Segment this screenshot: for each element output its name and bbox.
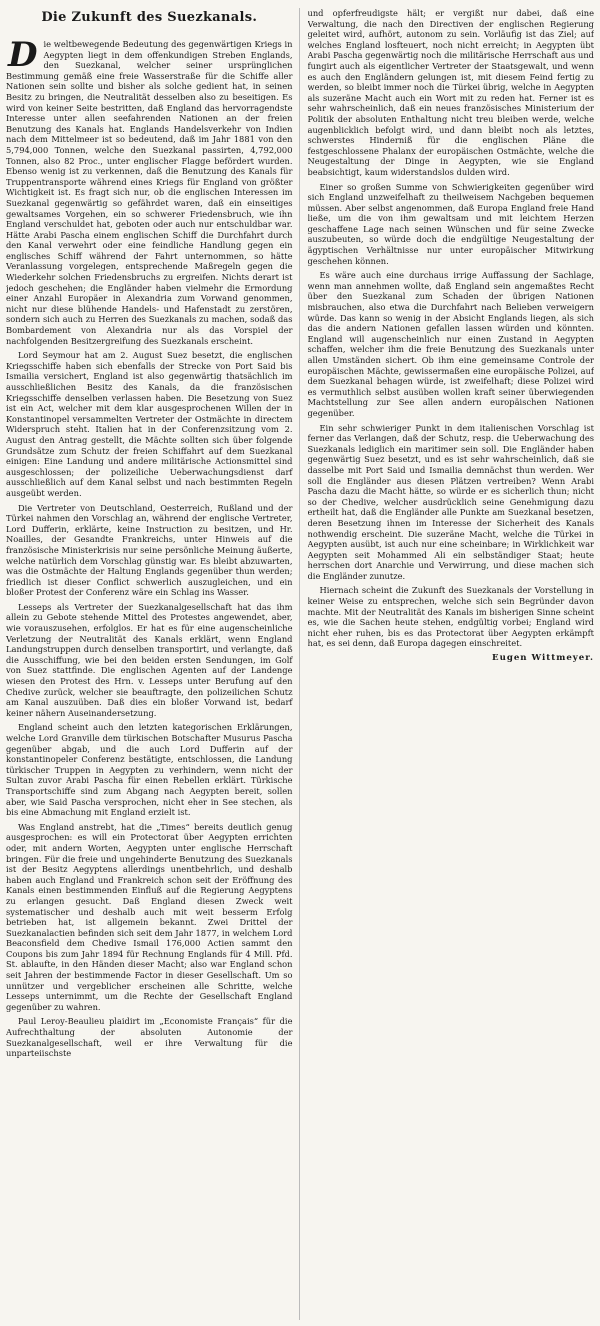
paragraph-4: Lesseps als Vertreter der Suezkanalgesellschaft hat das ihm allein zu Gebote stehende Mittel des Protestes angewendet, aber, wie vorauszusehen, erfolglos. Er hat es für eine augenscheinliche Verletzung der Neutralität des Kanals erklärt, wenn England Landungstruppen durch denselben transportirt, und verlangte, daß die Ausschiffung, wie bei den beiden ersten Sendungen, im Golf von Suez stattfinde. Die englischen Agenten auf der Landenge wiesen den Protest des Hrn. v. Lesseps unter Berufung auf den Chedive zurück, welcher sie beauftragte, den polizeilichen Schutz am Kanal auszuüben. Daß dies ein bloßer Vorwand ist, bedarf keiner nähern Auseinandersetzung. xyxy=(6,601,293,718)
author-signature: Eugen Wittmeyer. xyxy=(492,653,594,664)
paragraph-1 xyxy=(6,35,293,346)
paragraph-10: Es wäre auch eine durchaus irrige Auffassung der Sachlage, wenn man annehmen wollte, daß England sein angemaßtes Recht über den Suezkanal zum Schaden der übrigen Nationen misbrauchen, also etwa die Durchfahrt nach Belieben verweigern würde. Das kann so wenig in der Absicht Englands liegen, als sich das die andern Nationen gefallen lassen würden und könnten. England will augenscheinlich nur einen Zustand in Aegypten schaffen, welcher ihm die freie Benutzung des Suezkanals unter allen Umständen sichert. Ob ihm eine gemeinsame Controle der europäischen Mächte, gewissermaßen eine europäische Polizei, auf dem Suezkanal behagen würde, ist zweifelhaft; diese Polizei wird es vermuthlich selbst ausüben wollen kraft seiner überwiegenden Machtstellung zur See allen andern europäischen Nationen gegenüber. xyxy=(307,270,594,418)
paragraph-8: und opferfreudigste hält; er vergißt nur dabei, daß eine Verwaltung, die nach den Directiven der englischen Regierung geleitet wird, aufhört, autonom zu sein. Vorläufig ist das Ziel; auf welches England losfteuert, noch nicht erreicht; in Aegypten übt Arabi Pascha gegenwärtig noch die militärische Herrschaft aus und fungirt auch als eigentlicher Vertreter der Staatsgewalt, und wenn es auch den Engländern gelungen ist, mit diesem Feind fertig zu werden, so bleibt immer noch die Türkei übrig, welche in Aegypten als suzeräne Macht auch ein Wort mit zu reden hat. Ferner ist es sehr wahrscheinlich, daß ein neues französisches Ministerium der Politik der absoluten Enthaltung nicht treu bleiben werde, welche augenblicklich befolgt wird, und dann bleibt noch als letztes, schwerstes Hinderniß für die englischen Pläne die festgeschlossene Phalanx der europäischen Ostmächte, welche die Neugestaltung der Dinge in Aegypten, wie sie England beabsichtigt, kaum widerstandslos dulden wird. xyxy=(307,8,594,177)
article-columns xyxy=(6,8,594,1326)
paragraph-9: Einer so großen Summe von Schwierigkeiten gegenüber wird sich England unzweifelhaft zu theilweisem Nachgeben bequemen müssen. Aber selbst angenommen, daß Europa England freie Hand ließe, um die von ihm gewaltsam und mit leichtem Herzen geschaffene Lage nach seinen Wünschen und für seine Zwecke auszubeuten, so würde doch die endgültige Neugestaltung der ägyptischen Verhältnisse nur unter europäischer Mitwirkung geschehen können. xyxy=(307,181,594,266)
paragraph-7: Paul Leroy-Beaulieu plaidirt im „Economiste Français“ für die Aufrechthaltung der absoluten Autonomie der Suezkanalgesellschaft, weil er ihre Verwaltung für die unparteiischste xyxy=(6,1016,293,1059)
paragraph-11: Ein sehr schwieriger Punkt in dem italienischen Vorschlag ist ferner das Verlangen, daß der Schutz, resp. die Ueberwachung des Suezkanals lediglich ein maritimer sein soll. Die Engländer haben gegenwärtig Suez besetzt, und es ist sehr wahrscheinlich, daß sie dasselbe mit Port Said und Ismailia demnächst thun werden. Wer soll die Engländer aus diesen Plätzen vertreiben? Wenn Arabi Pascha dazu die Macht hätte, so würde er es sicherlich thun; nicht so der Chedive, welcher ausdrücklich seine Genehmigung dazu ertheilt hat, daß die Engländer alle Punkte am Suezkanal besetzen, deren Besetzung ihnen im Interesse der Sicherheit des Kanals nothwendig erscheint. Die suzeräne Macht, welche die Türkei in Aegypten ausübt, ist auch nur eine scheinbare; in Wirklichkeit war Aegypten seit Mohammed Ali ein selbständiger Staat; heute herrschen dort Anarchie und Verwirrung, und diese machen sich die Engländer zunutze. xyxy=(307,422,594,581)
right-column xyxy=(308,8,595,1320)
paragraph-1-text: ie weltbewegende Bedeutung des gegenwärtigen Kriegs in Aegypten liegt in dem offenkundigen Streben Englands, den Suezkanal, welcher seiner ursprünglichen Bestimmung gemäß eine freie Wasserstraße für die Schiffe aller Nationen sein sollte und bisher als solche gedient hat, in seinen Besitz zu bringen, die Neutralität desselben also zu beseitigen. Es wird von keiner Seite bestritten, daß England das hervorragendste Interesse unter allen seefahrenden Nationen an der freien Benutzung des Kanals hat. Englands Handelsverkehr von Indien nach dem Mittelmeer ist so bedeutend, daß im Jahr 1881 von den 5,794,000 Tonnen, welche den Suezkanal passirten, 4,792,000 Tonnen, also 82 Proc., unter englischer Flagge befördert wurden. Ebenso wenig ist zu verkennen, daß die Benutzung des Kanals für Truppentransporte während eines Kriegs für England von größter Wichtigkeit ist. Es fragt sich nur, ob die englischen Interessen im Suezkanal gegenwärtig so gefährdet waren, daß ein einseitiges gewaltsames Vorgehen, ein so schwerer Friedensbruch, wie ihn England verschuldet hat, geboten oder auch nur entschuldbar war. Hätte Arabi Pascha einem englischen Schiff die Durchfahrt durch den Kanal verwehrt oder eine feindliche Handlung gegen ein englisches Schiff während der Fahrt unternommen, so hätte Veranlassung vorgelegen, entsprechende Maßregeln gegen die Wiederkehr solchen Friedensbruchs zu ergreifen. Nichts derart ist jedoch geschehen; die Engländer haben vielmehr die Ermordung einer Anzahl Europäer in Alexandria zum Vorwand genommen, nicht nur diese blühende Handels- und Hafenstadt zu zerstören, sondern sich auch zu Herren des Suezkanals zu machen, sodaß das Bombardement von Alexandria nur als das Vorspiel der nachfolgenden Besitzergreifung des Suezkanals erscheint. xyxy=(6,39,293,346)
paragraph-6: Was England anstrebt, hat die „Times“ bereits deutlich genug ausgesprochen: es will ein Protectorat über Aegypten errichten oder, mit andern Worten, Aegypten unter englische Herrschaft bringen. Für die freie und ungehinderte Benutzung des Suezkanals ist der Besitz Aegyptens allerdings unentbehrlich, und deshalb haben auch England und Frankreich schon seit der Eröffnung des Kanals einen bestimmenden Einfluß auf die Regierung Aegyptens zu erlangen gesucht. Daß England diesen Zweck weit systematischer und deshalb auch mit weit besserm Erfolg betrieben hat, ist allgemein bekannt. Zwei Drittel der Suezkanalactien befinden sich seit dem Jahr 1877, in welchem Lord Beaconsfield dem Chedive Ismail 176,000 Actien sammt den Coupons bis zum Jahr 1894 für Rechnung Englands für 4 Mill. Pfd. St. ablaufte, in den Händen dieser Macht; also war England schon seit Jahren der bestimmende Factor in dieser Gesellschaft. Um so unnützer und vergeblicher erscheinen alle Schritte, welche Lesseps unternimmt, um die Rechte der Gesellschaft England gegenüber zu wahren. xyxy=(6,821,293,1012)
paragraph-3: Die Vertreter von Deutschland, Oesterreich, Rußland und der Türkei nahmen den Vorschlag an, während der englische Vertreter, Lord Dufferin, erklärte, keine Instruction zu besitzen, und Hr. Noailles, der Gesandte Frankreichs, unter Hinweis auf die französische Ministerkrisis nur seine persönliche Meinung äußerte, welche natürlich dem Vorschlag günstig war. Es bleibt abzuwarten, was die Ostmächte der Haltung Englands gegenüber thun werden; friedlich ist dieser Conflict schwerlich auszugleichen, und ein bloßer Protest der Conferenz wäre ein Schlag ins Wasser. xyxy=(6,502,293,598)
paragraph-12: Hiernach scheint die Zukunft des Suezkanals der Vorstellung in keiner Weise zu entsprechen, welche sich sein Begründer davon machte. Mit der Neutralität des Kanals im bisherigen Sinne scheint es, wie die Sachen heute stehen, endgültig vorbei; England wird nicht eher ruhen, bis es das Protectorat über Aegypten erkämpft hat, es sei denn, daß Europa dagegen einschreitet. xyxy=(307,585,594,649)
left-column xyxy=(6,8,300,1320)
article-title: Die Zukunft des Suezkanals. xyxy=(41,10,258,25)
drop-cap: D xyxy=(8,35,38,75)
paragraph-2: Lord Seymour hat am 2. August Suez besetzt, die englischen Kriegsschiffe haben sich ebenfalls der Strecke von Port Said bis Ismailia versichert, England ist also gegenwärtig thatsächlich im ausschließlichen Besitz des Kanals, da die französischen Kriegsschiffe denselben verlassen haben. Die Besetzung von Suez ist ein Act, welcher mit dem klar ausgesprochenen Willen der in Konstantinopel versammelten Vertreter der Ostmächte in directem Widerspruch steht. Italien hat in der Conferenzsitzung vom 2. August den Antrag gestellt, die Mächte sollten sich über folgende Grundsätze zum Schutz der freien Schiffahrt auf dem Suezkanal einigen: Eine Landung und andere militärische Actionsmittel sind ausgeschlossen; der polizeiliche Ueberwachungsdienst darf ausschließlich auf dem Kanal selbst und nach bestimmten Regeln ausgeübt werden. xyxy=(6,350,293,498)
paragraph-5: England scheint auch den letzten kategorischen Erklärungen, welche Lord Granville dem türkischen Botschafter Musurus Pascha gegenüber abgab, und die auch Lord Dufferin auf der konstantinopeler Conferenz bestätigte, entschlossen, die Landung türkischer Truppen in Aegypten zu verhindern, wenn nicht der Sultan zuvor Arabi Pascha für einen Rebellen erklärt. Türkische Transportschiffe sind zum Abgang nach Aegypten bereit, sollen aber, wie Said Pascha versprochen, nicht eher in See stechen, als bis eine Abmachung mit England erzielt ist. xyxy=(6,722,293,818)
